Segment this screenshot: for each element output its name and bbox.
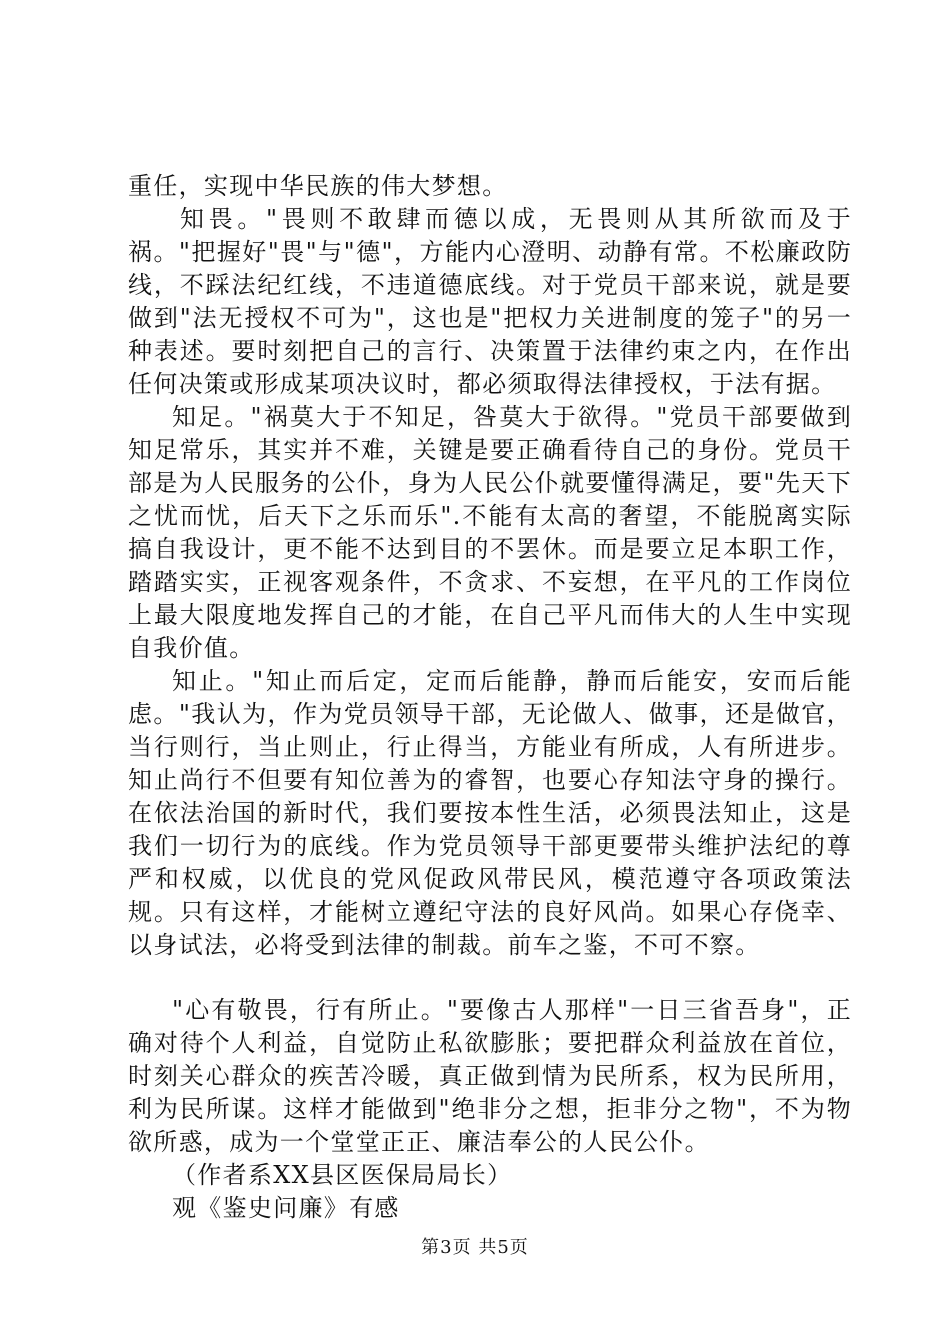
paragraph-conclusion: "心有敬畏，行有所止。"要像古人那样"一日三省吾身"，正确对待个人利益，自觉防止私欲膨胀；要把群众利益放在首位，时刻关心群众的疾苦冷暖，真正做到情为民所系，权为民所用，利为民所谋。这样才能做到"绝非分之想，拒非分之物"，不为物欲所惑，成为一个堂堂正正、廉洁奉公的人民公仆。 <box>128 996 852 1156</box>
page-footer: 第3页 共5页 <box>421 1237 529 1258</box>
paragraph-zhizu: 知足。"祸莫大于不知足，咎莫大于欲得。"党员干部要做到知足常乐，其实并不难，关键是要正确看待自己的身份。党员干部是为人民服务的公仆，身为人民公仆就要懂得满足，要"先天下之忧而忧，后天下之乐而乐".不能有太高的奢望，不能脱离实际搞自我设计，更不能不达到目的不罢休。而是要立足本职工作，踏踏实实，正视客观条件，不贪求、不妄想，在平凡的工作岗位上最大限度地发挥自己的才能，在自己平凡而伟大的人生中实现自我价值。 <box>128 403 852 662</box>
paragraph-continuation: 重任，实现中华民族的伟大梦想。 <box>128 172 508 200</box>
paragraph-zhiwei: 知畏。"畏则不敢肆而德以成，无畏则从其所欲而及于祸。"把握好"畏"与"德"，方能内心澄明、动静有常。不松廉政防线，不踩法纪红线，不违道德底线。对于党员干部来说，就是要做到"法无授权不可为"，这也是"把权力关进制度的笼子"的另一种表述。要时刻把自己的言行、决策置于法律约束之内，在作出任何决策或形成某项决议时，都必须取得法律授权，于法有据。 <box>128 205 852 398</box>
paragraph-zhizhi: 知止。"知止而后定，定而后能静，静而后能安，安而后能虑。"我认为，作为党员领导干部，无论做人、做事，还是做官，当行则行，当止则止，行止得当，方能业有所成，人有所进步。知止尚行不但要有知位善为的睿智，也要心存知法守身的操行。在依法治国的新时代，我们要按本性生活，必须畏法知止，这是我们一切行为的底线。作为党员领导干部更要带头维护法纪的尊严和权威，以优良的党风促政风带民风，模范遵守各项政策法规。只有这样，才能树立遵纪守法的良好风尚。如果心存侥幸、以身试法，必将受到法律的制裁。前车之鉴，不可不察。 <box>128 667 852 959</box>
document-body <box>128 170 852 1225</box>
paragraph-gap <box>128 962 852 994</box>
next-article-title: 观《鉴史问廉》有感 <box>172 1194 400 1222</box>
author-note: （作者系XX县区医保局局长） <box>172 1161 513 1189</box>
